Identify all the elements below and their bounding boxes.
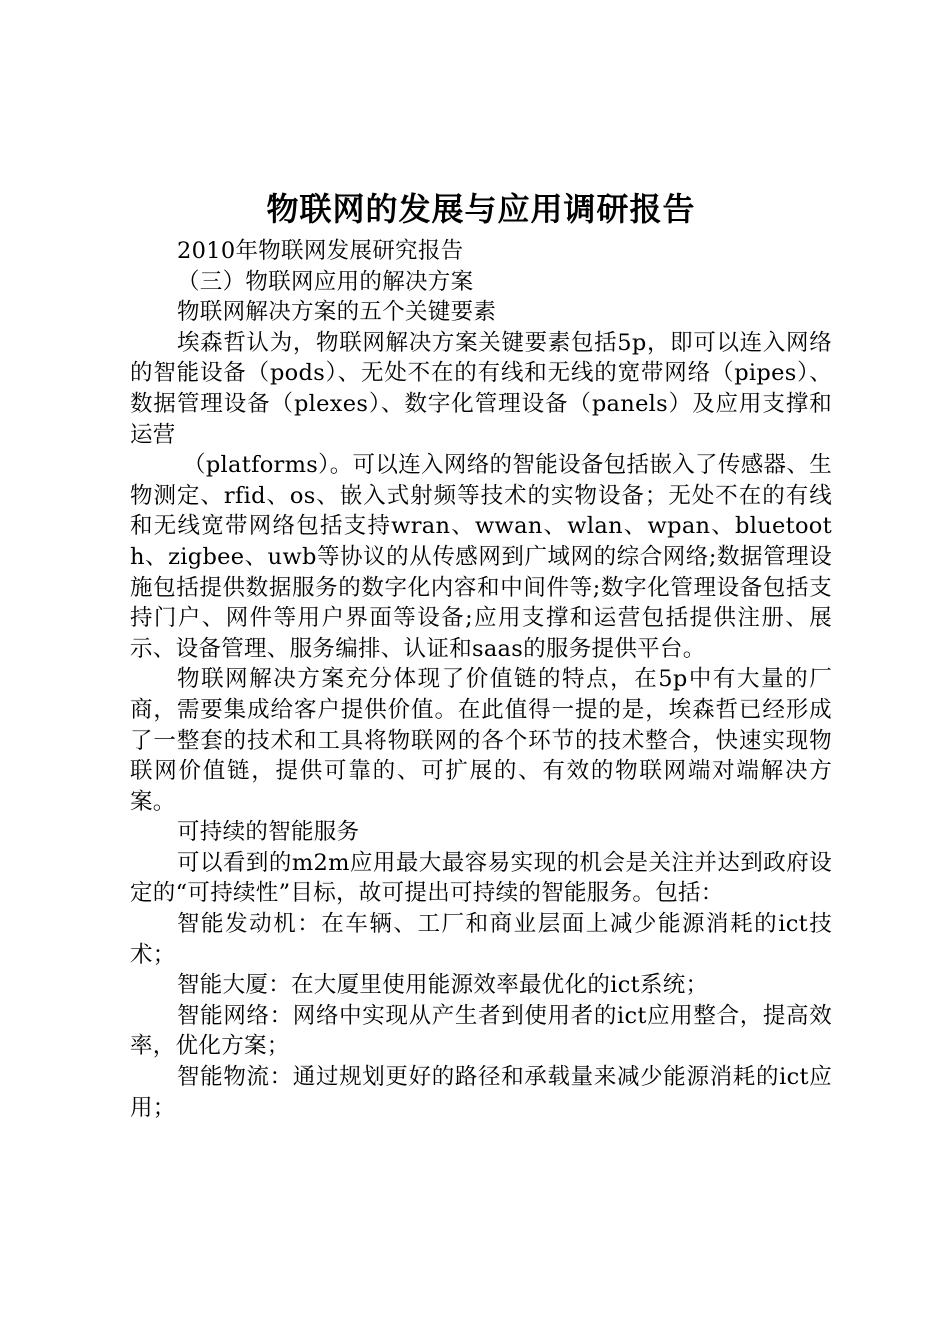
document-title: 物联网的发展与应用调研报告	[266, 190, 696, 228]
paragraph-smart-grid: 智能网络：网络中实现从产生者到使用者的ict应用整合，提高效率，优化方案；	[130, 1002, 832, 1060]
paragraph-smart-logistics: 智能物流：通过规划更好的路径和承载量来减少能源消耗的ict应用；	[130, 1064, 832, 1121]
paragraph-value-chain: 物联网解决方案充分体现了价值链的特点，在5p中有大量的厂商，需要集成给客户提供价值。在此值得一提的是，埃森哲已经形成了一整套的技术和工具将物联网的各个环节的技术整合，快速实现物联网价值链，提供可靠的、可扩展的、有效的物联网端对端解决方案。	[130, 666, 832, 815]
paragraph-m2m-opportunity: 可以看到的m2m应用最大最容易实现的机会是关注并达到政府设定的“可持续性”目标，故可提出可持续的智能服务。包括：	[130, 849, 832, 907]
paragraph-smart-engine: 智能发动机：在车辆、工厂和商业层面上减少能源消耗的ict技术；	[130, 911, 832, 968]
paragraph-5p-details: （platforms）。可以连入网络的智能设备包括嵌入了传感器、生物测定、rfid、os、嵌入式射频等技术的实物设备；无处不在的有线和无线宽带网络包括支持wran、wwan、wlan、wpan、bluetooth、zigbee、uwb等协议的从传感网到广域网的综合网络;数据管理设施包括提供数据服务的数字化内容和中间件等;数字化管理设备包括支持门户、网件等用户界面等设备;应用支撑和运营包括提供注册、展示、设备管理、服务编排、认证和saas的服务提供平台。	[130, 452, 832, 662]
paragraph-section-heading: （三）物联网应用的解决方案	[177, 268, 474, 295]
paragraph-sustainable-heading: 可持续的智能服务	[177, 819, 360, 846]
paragraph-smart-building: 智能大厦：在大厦里使用能源效率最优化的ict系统；	[177, 972, 709, 999]
paragraph-5p-definition: 埃森哲认为，物联网解决方案关键要素包括5p，即可以连入网络的智能设备（pods）、无处不在的有线和无线的宽带网络（pipes）、数据管理设备（plexes）、数字化管理设备（panels）及应用支撑和运营	[130, 329, 832, 448]
paragraph-report-year: 2010年物联网发展研究报告	[177, 238, 464, 264]
paragraph-five-elements-heading: 物联网解决方案的五个关键要素	[177, 299, 497, 326]
document-body	[130, 236, 832, 1123]
